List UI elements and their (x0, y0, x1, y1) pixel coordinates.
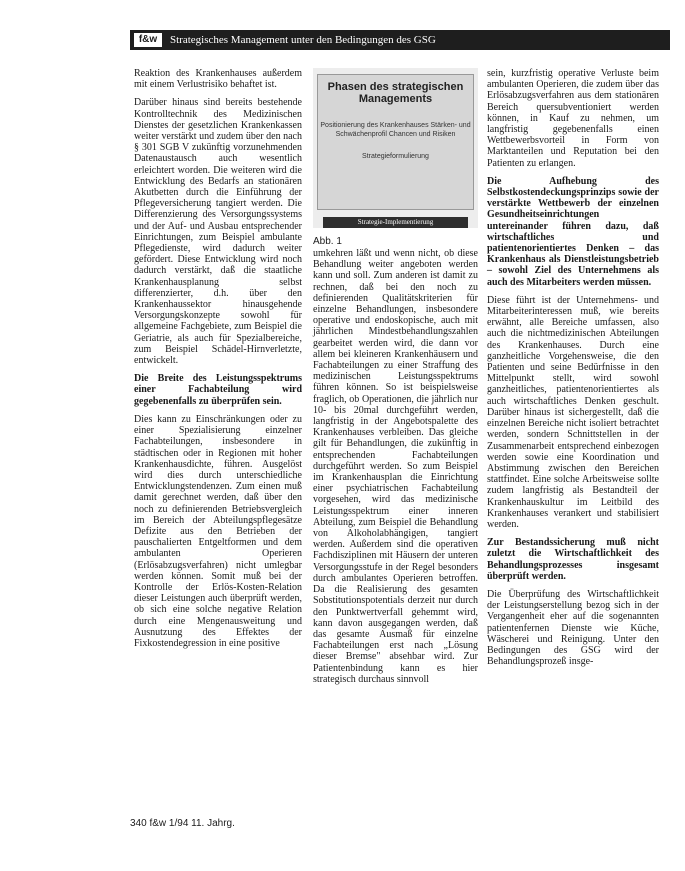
bold-statement: Die Breite des Leistungsspektrums einer Fachabteilung wird gegebenenfalls zu überprüfen sein. (134, 373, 302, 407)
paragraph: Dies kann zu Einschränkungen oder zu einer Spezialisierung einzelner Fachabteilungen, insbesondere in städtischen oder in Regionen mit hoher Krankenhausdichte, führen. Ausgelöst wird dies durch unterschiedliche Entwicklungstendenzen. Zum einen muß damit gerechnet werden, daß über den noch zu definierenden Betriebsvergleich im Bereich der Abteilungspflegesätze Defizite aus den Betrieben der pauschalierten Entgeltformen und dem ambulanten Operieren (Erlösabzugsverfahren) nicht umlegbar werden können. Somit muß bei der Kontrolle der Erlös-Kosten-Relation dieser Leistungen auch überprüft werden, ob sich eine solche negative Relation durch eine Mengenausweitung und Ausnutzung des Effektes der Fixkostendegression in eine positive (134, 413, 302, 649)
page-footer: 340 f&w 1/94 11. Jahrg. (130, 818, 235, 829)
paragraph: Darüber hinaus sind bereits bestehende Kontrolltechnik des Medizinischen Dienstes der gesetzlichen Krankenkassen weiter verstärkt und zudem über den nach § 301 SGB V zukünftig vorzunehmenden Datenaustausch auch wesentlich erleichtert worden. Die weiteren wird die Entwicklung des Bedarfs an stationären Akutbetten durch die Einführung der Pflegeversicherung tangiert werden. Die Differenzierung des Versorgungssystems und der Auf- und Ausbau entsprechender Einrichtungen, zum Beispiel ambulante Pflegedienste, wird dadurch weiter gefördert. Diese Entwicklung wird noch dadurch verstärkt, daß die staatliche Krankenhausplanung selbst differenzierter, d.h. über den Krankenhaussektor hinausgehende Versorgungskonzepte sowohl für allgemeine Fachgebiete, zum Beispiel die Geriatrie, als auch für Spezialbereiche, zum Beispiel Schädel-Hirnverletzte, entwickelt. (134, 97, 302, 367)
journal-logo: f&w (134, 33, 162, 47)
figure-label: Strategieformulierung (362, 153, 429, 160)
column-2 (313, 248, 478, 692)
paragraph: sein, kurzfristig operative Verluste beim ambulanten Operieren, die zudem über das Erlösabzugsverfahren aus dem stationären Bereich quersubventioniert werden können, in Kauf zu nehmen, um langfristig gegebenenfalls einen Wettbewerbsvorteil in Form von Marktanteilen und Reputation bei den Patienten zu erlangen. (487, 68, 659, 169)
bold-statement: Zur Bestandssicherung muß nicht zuletzt die Wirtschaftlichkeit des Behandlungsprozesses insgesamt überprüft werden. (487, 537, 659, 582)
figure-title: Phasen des strategischen Managements (327, 81, 464, 105)
figure-box (317, 74, 474, 210)
column-1 (134, 68, 302, 656)
paragraph: Reaktion des Krankenhauses außerdem mit einem Verlustrisiko behaftet ist. (134, 68, 302, 91)
header-title: Strategisches Management unter den Bedingungen des GSG (170, 34, 436, 46)
figure-subtitle: Positionierung des Krankenhauses Stärken- und Schwächenprofil Chancen und Risiken (320, 122, 471, 138)
column-3 (487, 68, 659, 674)
running-header (130, 30, 670, 50)
figure-bar: Strategie-Implementierung (323, 217, 468, 228)
paragraph: Diese führt ist der Unternehmens- und Mitarbeiterinteressen muß, wie bereits erwähnt, alle Bereiche umfassen, also auch die nichtmedizinischen Abteilungen des Krankenhauses. Durch eine ganzheitliche Vorgehensweise, die den Patienten und seine Bedürfnisse in den Mittelpunkt stellt, wird sowohl ganzheitliches, patientenorientiertes als auch wirtschaftliches Denken geschult. Darüber hinaus ist sichergestellt, daß die einzelnen Bereiche nicht isoliert betrachtet werden, sondern Schnittstellen in der Zusammenarbeit entsprechend einbezogen werden sowie eine Koordination und Abstimmung zwischen den Bereichen stattfindet. Eine solche Arbeitsweise sollte zudem langfristig als Bestandteil der Krankenhauskultur im Leitbild des Krankenhauses verankert und stabilisiert werden. (487, 294, 659, 530)
paragraph: umkehren läßt und wenn nicht, ob diese Behandlung weiter angeboten werden kann und soll. Zum anderen ist damit zu rechnen, daß bei den noch zu definierenden Qualitätskriterien für einzelne Behandlungen, insbesondere operative und endoskopische, auch mit jährlichen Mindestbehandlungszahlen gearbeitet werden wird, die dann vor allem bei kleineren Krankenhäusern und Fachabteilungen zu einer Straffung des medizinischen Leistungsspektrums führen können. So ist beispielsweise fraglich, ob Operationen, die jährlich nur 10- bis 20mal durchgeführt werden, langfristig in der Angebotspalette des Krankenhauses verbleiben. Das gleiche gilt für Behandlungen, die zukünftig in entsprechenden Fachabteilungen durchgeführt werden. So zum Beispiel im Krankenhausplan die Einrichtung einer psychiatrischen Fachabteilung vorgesehen, wird das medizinische Leistungsspektrum einer inneren Abteilung, zum Beispiel die Behandlung von Alkoholabhängigen, tangiert werden. Außerdem sind die operativen Fachdisziplinen mit Häusern der unteren Versorgungsstufe in der Regel besonders durch ambulantes Operieren betroffen. Da die Realisierung des gesamten Sobstitutionspotentials derzeit nur durch den Punktwertverfall gehemmt wird, kann davon ausgegangen werden, daß das gesamte Ausmaß für einzelne Fachabteilungen erst nach „Lösung dieser Bremse" absehbar wird. Zur Patientenbindung kann es hier strategisch durchaus sinnvoll (313, 248, 478, 685)
paragraph: Die Überprüfung des Wirtschaftlichkeit der Leistungserstellung bezog sich in der Vergangenheit eher auf die sogenannten patientenfernen Dienste wie Küche, Wäscherei und Reinigung. Unter den Bedingungen des GSG wird der Behandlungsprozeß insge- (487, 588, 659, 668)
figure-phases (313, 68, 478, 228)
figure-caption: Abb. 1 (313, 236, 342, 247)
bold-statement: Die Aufhebung des Selbstkostendeckungsprinzips sowie der verstärkte Wettbewerb der einzelnen Gesundheitseinrichtungen untereinander führen dazu, daß wirtschaftliches und patientenorientiertes Denken – das Krankenhaus als Dienstleistungsbetrieb – sowohl Ziel des Unternehmens als auch des Mitarbeiters werden müssen. (487, 175, 659, 288)
